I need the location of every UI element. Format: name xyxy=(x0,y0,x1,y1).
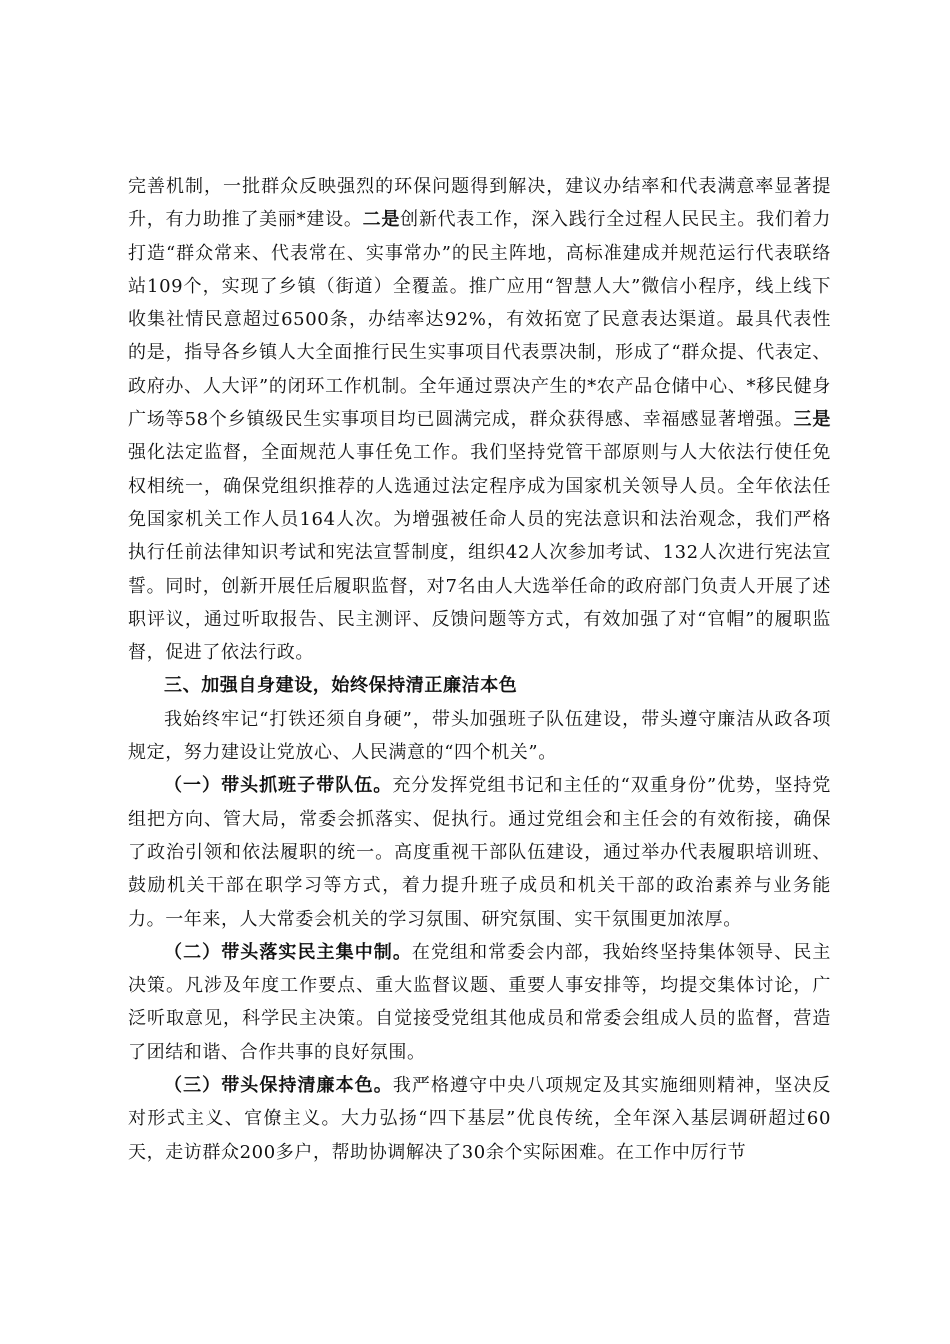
paragraph-work-summary xyxy=(128,170,831,669)
section-heading: 三、加强自身建设，始终保持清正廉洁本色 xyxy=(164,675,518,697)
item-body: 在党组和常委会内部，我始终坚持集体领导、民主决策。凡涉及年度工作要点、重大监督议题、重要人事安排等，均提交集体讨论，广泛听取意见，科学民主决策。自觉接受党组其他成员和常委会组成人员的监督，营造了团结和谐、合作共事的良好氛围。 xyxy=(128,941,831,1063)
item-body: 我严格遵守中央八项规定及其实施细则精神，坚决反对形式主义、官僚主义。大力弘扬“四下基层”优良传统，全年深入基层调研超过60天，走访群众200多户，帮助协调解决了30余个实际困难。在工作中厉行节 xyxy=(128,1075,831,1163)
paragraph-text: 完善机制，一批群众反映强烈的环保问题得到解决，建议办结率和代表满意率显著提升，有力助推了美丽*建设。 xyxy=(128,176,831,231)
item-paragraph-3 xyxy=(128,1069,831,1169)
document-body xyxy=(128,170,831,1169)
item-title: （三）带头保持清廉本色。 xyxy=(164,1075,393,1097)
item-title: （一）带头抓班子带队伍。 xyxy=(164,775,393,797)
item-body: 充分发挥党组书记和主任的“双重身份”优势，坚持党组把方向、管大局，常委会抓落实、促执行。通过党组会和主任会的有效衔接，确保了政治引领和依法履职的统一。高度重视干部队伍建设，通过举办代表履职培训班、鼓励机关干部在职学习等方式，着力提升班子成员和机关干部的政治素养与业务能力。一年来，人大常委会机关的学习氛围、研究氛围、实干氛围更加浓厚。 xyxy=(128,775,831,930)
item-paragraph-1 xyxy=(128,769,831,935)
paragraph-lead: 三是 xyxy=(793,409,831,431)
section-intro: 我始终牢记“打铁还须自身硬”，带头加强班子队伍建设，带头遵守廉洁从政各项规定，努力建设让党放心、人民满意的“四个机关”。 xyxy=(128,708,831,764)
paragraph-text: 创新代表工作，深入践行全过程人民民主。我们着力打造“群众常来、代表常在、实事常办”的民主阵地，高标准建成并规范运行代表联络站109个，实现了乡镇（街道）全覆盖。推广应用“智慧人大”微信小程序，线上线下收集社情民意超过6500条，办结率达92%，有效拓宽了民意表达渠道。最具代表性的是，指导各乡镇人大全面推行民生实事项目代表票决制，形成了“群众提、代表定、政府办、人大评”的闭环工作机制。全年通过票决产生的*农产品仓储中心、*移民健身广场等58个乡镇级民生实事项目均已圆满完成，群众获得感、幸福感显著增强。 xyxy=(128,209,831,431)
paragraph-text: 强化法定监督，全面规范人事任免工作。我们坚持党管干部原则与人大依法行使任免权相统一，确保党组织推荐的人选通过法定程序成为国家机关领导人员。全年依法任免国家机关工作人员164人次。为增强被任命人员的宪法意识和法治观念，我们严格执行任前法律知识考试和宪法宣誓制度，组织42人次参加考试、132人次进行宪法宣誓。同时，创新开展任后履职监督，对7名由人大选举任命的政府部门负责人开展了述职评议，通过听取报告、民主测评、反馈问题等方式，有效加强了对“官帽”的履职监督，促进了依法行政。 xyxy=(128,442,831,664)
paragraph-lead: 二是 xyxy=(362,209,401,231)
item-paragraph-2 xyxy=(128,936,831,1069)
item-title: （二）带头落实民主集中制。 xyxy=(164,941,412,963)
